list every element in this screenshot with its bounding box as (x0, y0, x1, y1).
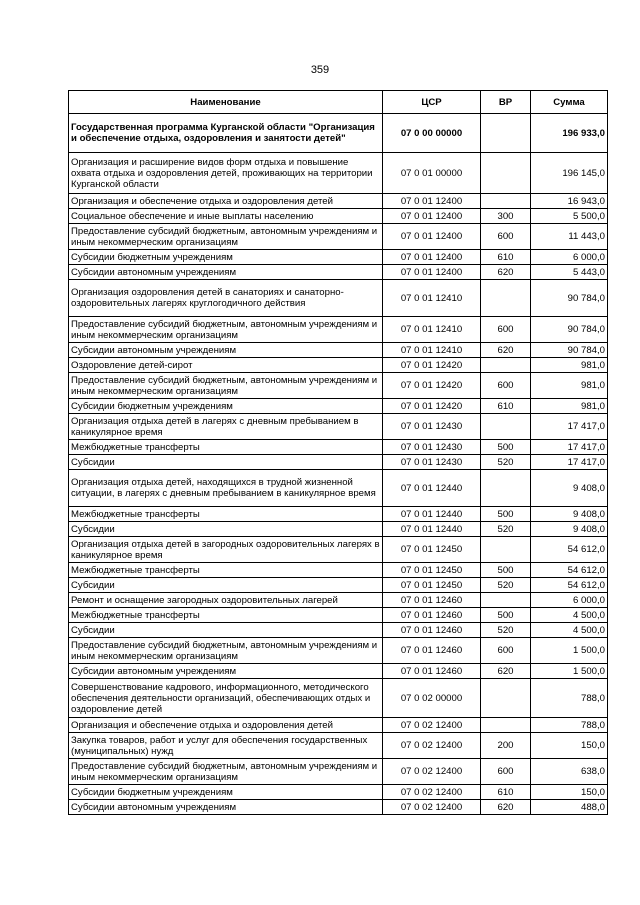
cell-vr (481, 414, 531, 440)
table-row (69, 679, 608, 718)
table-row (69, 623, 608, 638)
cell-name: Субсидии автономным учреждениям (69, 343, 383, 358)
cell-name: Предоставление субсидий бюджетным, автономным учреждениям и иным некоммерческим организациям (69, 317, 383, 343)
cell-csr: 07 0 00 00000 (383, 114, 481, 153)
table-row (69, 194, 608, 209)
cell-sum: 981,0 (531, 399, 608, 414)
cell-sum: 4 500,0 (531, 623, 608, 638)
cell-name: Субсидии автономным учреждениям (69, 664, 383, 679)
table-row (69, 209, 608, 224)
cell-sum: 196 145,0 (531, 153, 608, 194)
cell-name: Организация отдыха детей, находящихся в трудной жизненной ситуации, в лагерях с дневным пребыванием в каникулярное время (69, 470, 383, 507)
table-row (69, 343, 608, 358)
cell-vr (481, 718, 531, 733)
cell-csr: 07 0 01 12430 (383, 455, 481, 470)
cell-sum: 981,0 (531, 358, 608, 373)
table-row (69, 785, 608, 800)
cell-csr: 07 0 02 12400 (383, 733, 481, 759)
cell-csr: 07 0 02 12400 (383, 800, 481, 815)
table-row (69, 593, 608, 608)
cell-vr (481, 593, 531, 608)
cell-name: Субсидии (69, 623, 383, 638)
cell-vr: 300 (481, 209, 531, 224)
cell-csr: 07 0 02 12400 (383, 718, 481, 733)
table-row (69, 114, 608, 153)
cell-name: Межбюджетные трансферты (69, 440, 383, 455)
cell-sum: 788,0 (531, 718, 608, 733)
cell-csr: 07 0 01 12450 (383, 537, 481, 563)
cell-csr: 07 0 02 12400 (383, 785, 481, 800)
cell-sum: 1 500,0 (531, 664, 608, 679)
cell-name: Совершенствование кадрового, информационного, методического обеспечения деятельности организаций, обеспечивающих отдых и оздоровление детей (69, 679, 383, 718)
cell-name: Субсидии (69, 455, 383, 470)
cell-vr (481, 280, 531, 317)
cell-name: Межбюджетные трансферты (69, 563, 383, 578)
cell-vr (481, 194, 531, 209)
table-row (69, 638, 608, 664)
cell-vr: 520 (481, 522, 531, 537)
cell-csr: 07 0 01 12400 (383, 250, 481, 265)
cell-vr: 600 (481, 317, 531, 343)
cell-name: Предоставление субсидий бюджетным, автономным учреждениям и иным некоммерческим организациям (69, 224, 383, 250)
cell-sum: 9 408,0 (531, 470, 608, 507)
cell-csr: 07 0 01 12420 (383, 373, 481, 399)
header-name: Наименование (69, 91, 383, 114)
table-row (69, 455, 608, 470)
cell-csr: 07 0 01 12400 (383, 209, 481, 224)
cell-vr (481, 679, 531, 718)
cell-sum: 6 000,0 (531, 250, 608, 265)
cell-sum: 981,0 (531, 373, 608, 399)
table-row (69, 358, 608, 373)
cell-name: Закупка товаров, работ и услуг для обеспечения государственных (муниципальных) нужд (69, 733, 383, 759)
cell-sum: 54 612,0 (531, 578, 608, 593)
cell-csr: 07 0 01 12410 (383, 343, 481, 358)
cell-name: Межбюджетные трансферты (69, 507, 383, 522)
cell-vr: 610 (481, 399, 531, 414)
cell-vr: 620 (481, 343, 531, 358)
page-number: 359 (310, 64, 330, 76)
table-row (69, 373, 608, 399)
cell-name: Предоставление субсидий бюджетным, автономным учреждениям и иным некоммерческим организациям (69, 373, 383, 399)
cell-sum: 90 784,0 (531, 343, 608, 358)
cell-csr: 07 0 01 12410 (383, 317, 481, 343)
cell-sum: 788,0 (531, 679, 608, 718)
table-row (69, 608, 608, 623)
table-row (69, 440, 608, 455)
cell-vr (481, 153, 531, 194)
cell-name: Организация и обеспечение отдыха и оздоровления детей (69, 718, 383, 733)
cell-sum: 150,0 (531, 785, 608, 800)
cell-sum: 17 417,0 (531, 440, 608, 455)
cell-sum: 54 612,0 (531, 563, 608, 578)
cell-name: Предоставление субсидий бюджетным, автономным учреждениям и иным некоммерческим организациям (69, 638, 383, 664)
cell-sum: 11 443,0 (531, 224, 608, 250)
table-row (69, 280, 608, 317)
cell-sum: 488,0 (531, 800, 608, 815)
header-vr: ВР (481, 91, 531, 114)
cell-csr: 07 0 01 12460 (383, 608, 481, 623)
cell-sum: 5 443,0 (531, 265, 608, 280)
table-row (69, 470, 608, 507)
cell-sum: 90 784,0 (531, 317, 608, 343)
table-row (69, 537, 608, 563)
cell-vr (481, 114, 531, 153)
table-row (69, 265, 608, 280)
cell-csr: 07 0 01 12440 (383, 470, 481, 507)
cell-csr: 07 0 01 12440 (383, 522, 481, 537)
cell-sum: 1 500,0 (531, 638, 608, 664)
cell-vr: 520 (481, 455, 531, 470)
table-row (69, 718, 608, 733)
cell-csr: 07 0 01 12450 (383, 578, 481, 593)
table-row (69, 578, 608, 593)
cell-vr: 500 (481, 440, 531, 455)
cell-vr (481, 470, 531, 507)
cell-vr: 600 (481, 638, 531, 664)
cell-csr: 07 0 01 12400 (383, 265, 481, 280)
cell-csr: 07 0 01 12400 (383, 194, 481, 209)
cell-name: Организация отдыха детей в загородных оздоровительных лагерях в каникулярное время (69, 537, 383, 563)
cell-csr: 07 0 01 12460 (383, 593, 481, 608)
cell-vr: 620 (481, 664, 531, 679)
cell-vr: 600 (481, 373, 531, 399)
cell-name: Организация и обеспечение отдыха и оздоровления детей (69, 194, 383, 209)
cell-vr: 500 (481, 507, 531, 522)
cell-name: Межбюджетные трансферты (69, 608, 383, 623)
cell-name: Организация оздоровления детей в санаториях и санаторно-оздоровительных лагерях круглогодичного действия (69, 280, 383, 317)
cell-name: Субсидии бюджетным учреждениям (69, 785, 383, 800)
cell-vr: 500 (481, 608, 531, 623)
cell-vr: 600 (481, 759, 531, 785)
cell-csr: 07 0 01 12400 (383, 224, 481, 250)
cell-csr: 07 0 01 12410 (383, 280, 481, 317)
cell-name: Субсидии бюджетным учреждениям (69, 250, 383, 265)
cell-vr: 610 (481, 785, 531, 800)
cell-vr: 600 (481, 224, 531, 250)
cell-name: Государственная программа Курганской области "Организация и обеспечение отдыха, оздоровления и занятости детей" (69, 114, 383, 153)
cell-csr: 07 0 01 12430 (383, 440, 481, 455)
table-row (69, 507, 608, 522)
cell-sum: 9 408,0 (531, 507, 608, 522)
cell-sum: 196 933,0 (531, 114, 608, 153)
cell-csr: 07 0 01 12420 (383, 358, 481, 373)
cell-name: Субсидии автономным учреждениям (69, 800, 383, 815)
cell-vr: 520 (481, 623, 531, 638)
cell-name: Ремонт и оснащение загородных оздоровительных лагерей (69, 593, 383, 608)
cell-name: Оздоровление детей-сирот (69, 358, 383, 373)
cell-csr: 07 0 02 00000 (383, 679, 481, 718)
cell-csr: 07 0 01 12450 (383, 563, 481, 578)
header-sum: Сумма (531, 91, 608, 114)
cell-csr: 07 0 01 12440 (383, 507, 481, 522)
cell-csr: 07 0 01 00000 (383, 153, 481, 194)
table-row (69, 664, 608, 679)
cell-sum: 9 408,0 (531, 522, 608, 537)
table-row (69, 563, 608, 578)
cell-csr: 07 0 01 12430 (383, 414, 481, 440)
header-csr: ЦСР (383, 91, 481, 114)
cell-csr: 07 0 01 12460 (383, 638, 481, 664)
table-row (69, 153, 608, 194)
cell-name: Субсидии (69, 522, 383, 537)
cell-csr: 07 0 02 12400 (383, 759, 481, 785)
cell-csr: 07 0 01 12460 (383, 623, 481, 638)
cell-vr: 620 (481, 265, 531, 280)
cell-name: Субсидии автономным учреждениям (69, 265, 383, 280)
cell-name: Организация отдыха детей в лагерях с дневным пребыванием в каникулярное время (69, 414, 383, 440)
cell-vr (481, 537, 531, 563)
table-header-row (69, 91, 608, 114)
table-row (69, 317, 608, 343)
cell-vr (481, 358, 531, 373)
table-row (69, 733, 608, 759)
cell-csr: 07 0 01 12460 (383, 664, 481, 679)
cell-vr: 500 (481, 563, 531, 578)
cell-name: Организация и расширение видов форм отдыха и повышение охвата отдыха и оздоровления детей, проживающих на территории Курганской области (69, 153, 383, 194)
cell-sum: 16 943,0 (531, 194, 608, 209)
cell-csr: 07 0 01 12420 (383, 399, 481, 414)
cell-sum: 4 500,0 (531, 608, 608, 623)
table-row (69, 800, 608, 815)
cell-name: Субсидии (69, 578, 383, 593)
cell-name: Предоставление субсидий бюджетным, автономным учреждениям и иным некоммерческим организациям (69, 759, 383, 785)
cell-sum: 638,0 (531, 759, 608, 785)
table-row (69, 759, 608, 785)
cell-vr: 620 (481, 800, 531, 815)
table-row (69, 224, 608, 250)
table-row (69, 250, 608, 265)
cell-sum: 5 500,0 (531, 209, 608, 224)
cell-sum: 17 417,0 (531, 455, 608, 470)
cell-sum: 6 000,0 (531, 593, 608, 608)
cell-sum: 150,0 (531, 733, 608, 759)
table-row (69, 414, 608, 440)
cell-name: Субсидии бюджетным учреждениям (69, 399, 383, 414)
cell-sum: 17 417,0 (531, 414, 608, 440)
cell-vr: 610 (481, 250, 531, 265)
cell-vr: 200 (481, 733, 531, 759)
cell-name: Социальное обеспечение и иные выплаты населению (69, 209, 383, 224)
table-row (69, 522, 608, 537)
cell-vr: 520 (481, 578, 531, 593)
cell-sum: 90 784,0 (531, 280, 608, 317)
cell-sum: 54 612,0 (531, 537, 608, 563)
budget-table (68, 90, 608, 815)
table-row (69, 399, 608, 414)
